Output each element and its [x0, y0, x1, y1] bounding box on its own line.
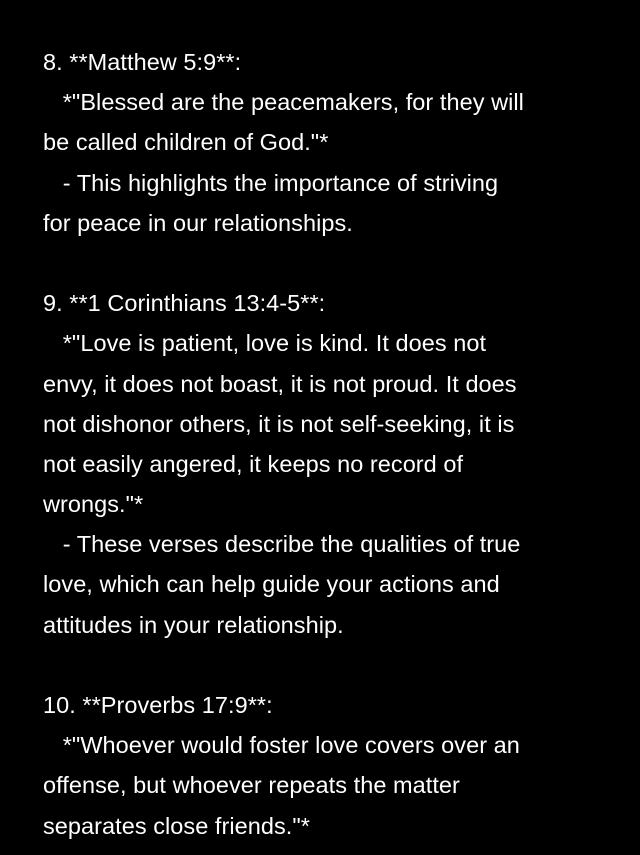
verse-9-comment-line-2: love, which can help guide your actions and	[43, 571, 500, 598]
verse-10-quote-line-2: offense, but whoever repeats the matter	[43, 772, 460, 799]
verse-9-heading: 9. **1 Corinthians 13:4-5**:	[43, 290, 326, 317]
verse-9-comment-line-1: - These verses describe the qualities of true	[43, 531, 521, 558]
verse-8-quote-line-1: *"Blessed are the peacemakers, for they will	[43, 89, 524, 116]
verse-10-quote-line-1: *"Whoever would foster love covers over an	[43, 732, 520, 759]
blank-line	[43, 243, 603, 283]
verse-9-quote-line-5: wrongs."*	[43, 491, 144, 518]
verse-8-comment-line-1: - This highlights the importance of striving	[43, 169, 499, 196]
verse-10-quote-line-3: separates close friends."*	[43, 812, 310, 839]
verse-8-comment-line-2: for peace in our relationships.	[43, 209, 353, 236]
verse-9-quote-line-1: *"Love is patient, love is kind. It does not	[43, 330, 487, 357]
blank-line	[43, 645, 603, 685]
verse-10-heading: 10. **Proverbs 17:9**:	[43, 692, 273, 718]
verse-9-comment-line-3: attitudes in your relationship.	[43, 611, 344, 638]
verse-9-quote-line-2: envy, it does not boast, it is not proud. It does	[43, 370, 517, 397]
note-text-body	[43, 42, 603, 846]
verse-8-quote-line-2: be called children of God."*	[43, 129, 329, 156]
verse-8-heading: 8. **Matthew 5:9**:	[43, 49, 242, 75]
verse-9-quote-line-4: not easily angered, it keeps no record of	[43, 450, 464, 477]
verse-9-quote-line-3: not dishonor others, it is not self-seeking, it is	[43, 410, 515, 437]
